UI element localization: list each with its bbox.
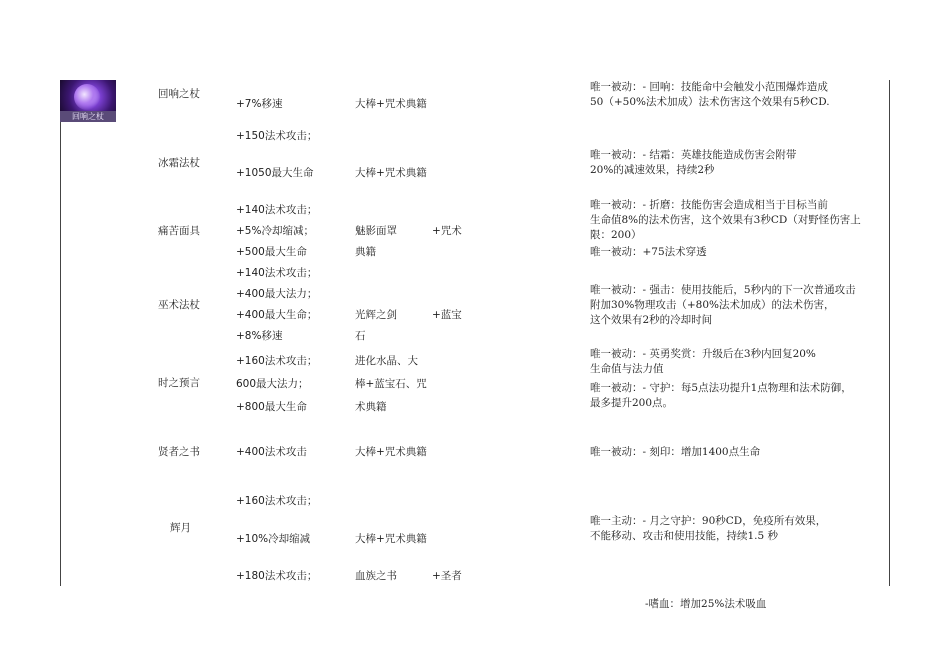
item-attr: +500最大生命 <box>236 246 307 258</box>
item-desc: 唯一被动：- 折磨：技能伤害会造成相当于目标当前 <box>590 199 828 211</box>
item-recipe: 光辉之剑 <box>355 309 397 321</box>
item-desc: 50（+50%法术加成）法术伤害这个效果有5秒CD. <box>590 96 830 108</box>
item-desc: 生命值与法力值 <box>590 363 664 375</box>
item-recipe: 进化水晶、大 <box>355 355 418 367</box>
item-attr: +140法术攻击； <box>236 267 318 279</box>
item-recipe: 血族之书 <box>355 570 397 582</box>
item-desc: 唯一被动：- 英勇奖赏：升级后在3秒内回复20% <box>590 348 816 360</box>
thumbnail-caption: 回响之杖 <box>60 111 116 122</box>
item-recipe: +咒术 <box>432 225 462 237</box>
item-desc: 唯一主动：- 月之守护：90秒CD，免疫所有效果， <box>590 515 827 527</box>
item-recipe: +蓝宝 <box>432 309 462 321</box>
item-attr: +400法术攻击 <box>236 446 307 458</box>
item-recipe: 大棒+咒术典籍 <box>355 167 427 179</box>
item-thumbnail-image <box>60 80 116 122</box>
item-attr: +1050最大生命 <box>236 167 314 179</box>
item-desc: 唯一被动：- 刻印：增加1400点生命 <box>590 446 761 458</box>
item-recipe: 大棒+咒术典籍 <box>355 533 427 545</box>
item-desc: 附加30%物理攻击（+80%法术加成）的法术伤害， <box>590 299 835 311</box>
item-attr: +160法术攻击； <box>236 495 318 507</box>
item-desc: 最多提升200点。 <box>590 397 674 409</box>
item-attr: +180法术攻击； <box>236 570 318 582</box>
item-name: 贤者之书 <box>158 446 200 458</box>
item-desc: 唯一被动：- 强击：使用技能后，5秒内的下一次普通攻击 <box>590 284 856 296</box>
item-recipe: 典籍 <box>355 246 376 258</box>
item-name: 痛苦面具 <box>158 225 200 237</box>
item-recipe: +圣者 <box>432 570 462 582</box>
item-attr: +150法术攻击； <box>236 130 318 142</box>
item-attr: +7%移速 <box>236 98 283 110</box>
item-recipe: 术典籍 <box>355 401 387 413</box>
footer-note: -嗜血：增加25%法术吸血 <box>645 598 767 610</box>
item-attr: +140法术攻击； <box>236 204 318 216</box>
item-attr: +400最大法力； <box>236 288 318 300</box>
item-desc: 唯一被动：- 回响：技能命中会触发小范围爆炸造成 <box>590 81 828 93</box>
item-desc: 唯一被动：- 结霜：英雄技能造成伤害会附带 <box>590 149 797 161</box>
left-border <box>60 122 61 586</box>
item-desc: 这个效果有2秒的冷却时间 <box>590 314 713 326</box>
item-recipe: 大棒+咒术典籍 <box>355 98 427 110</box>
item-attr: +10%冷却缩减 <box>236 533 311 545</box>
item-desc: 生命值8%的法术伤害，这个效果有3秒CD（对野怪伤害上 <box>590 214 861 226</box>
right-border <box>889 80 890 586</box>
item-desc: 唯一被动：- 守护：每5点法功提升1点物理和法术防御， <box>590 382 852 394</box>
item-attr: +5%冷却缩减； <box>236 225 314 237</box>
item-attr: +800最大生命 <box>236 401 307 413</box>
item-name: 时之预言 <box>158 377 200 389</box>
item-name: 辉月 <box>170 522 191 534</box>
item-recipe: 石 <box>355 330 366 342</box>
item-recipe: 大棒+咒术典籍 <box>355 446 427 458</box>
item-desc: 限：200） <box>590 229 642 241</box>
item-attr: +8%移速 <box>236 330 283 342</box>
staff-orb-icon <box>74 84 100 110</box>
item-name: 冰霜法杖 <box>158 157 200 169</box>
item-attr: +160法术攻击； <box>236 355 318 367</box>
item-attr: 600最大法力； <box>236 378 309 390</box>
item-desc: 20%的减速效果，持续2秒 <box>590 164 715 176</box>
item-recipe: 魅影面罩 <box>355 225 397 237</box>
item-desc: 唯一被动：+75法术穿透 <box>590 246 707 258</box>
item-recipe: 棒+蓝宝石、咒 <box>355 378 427 390</box>
item-attr: +400最大生命； <box>236 309 318 321</box>
item-desc: 不能移动、攻击和使用技能，持续1.5 秒 <box>590 530 779 542</box>
item-name: 回响之杖 <box>158 88 200 100</box>
item-name: 巫术法杖 <box>158 299 200 311</box>
